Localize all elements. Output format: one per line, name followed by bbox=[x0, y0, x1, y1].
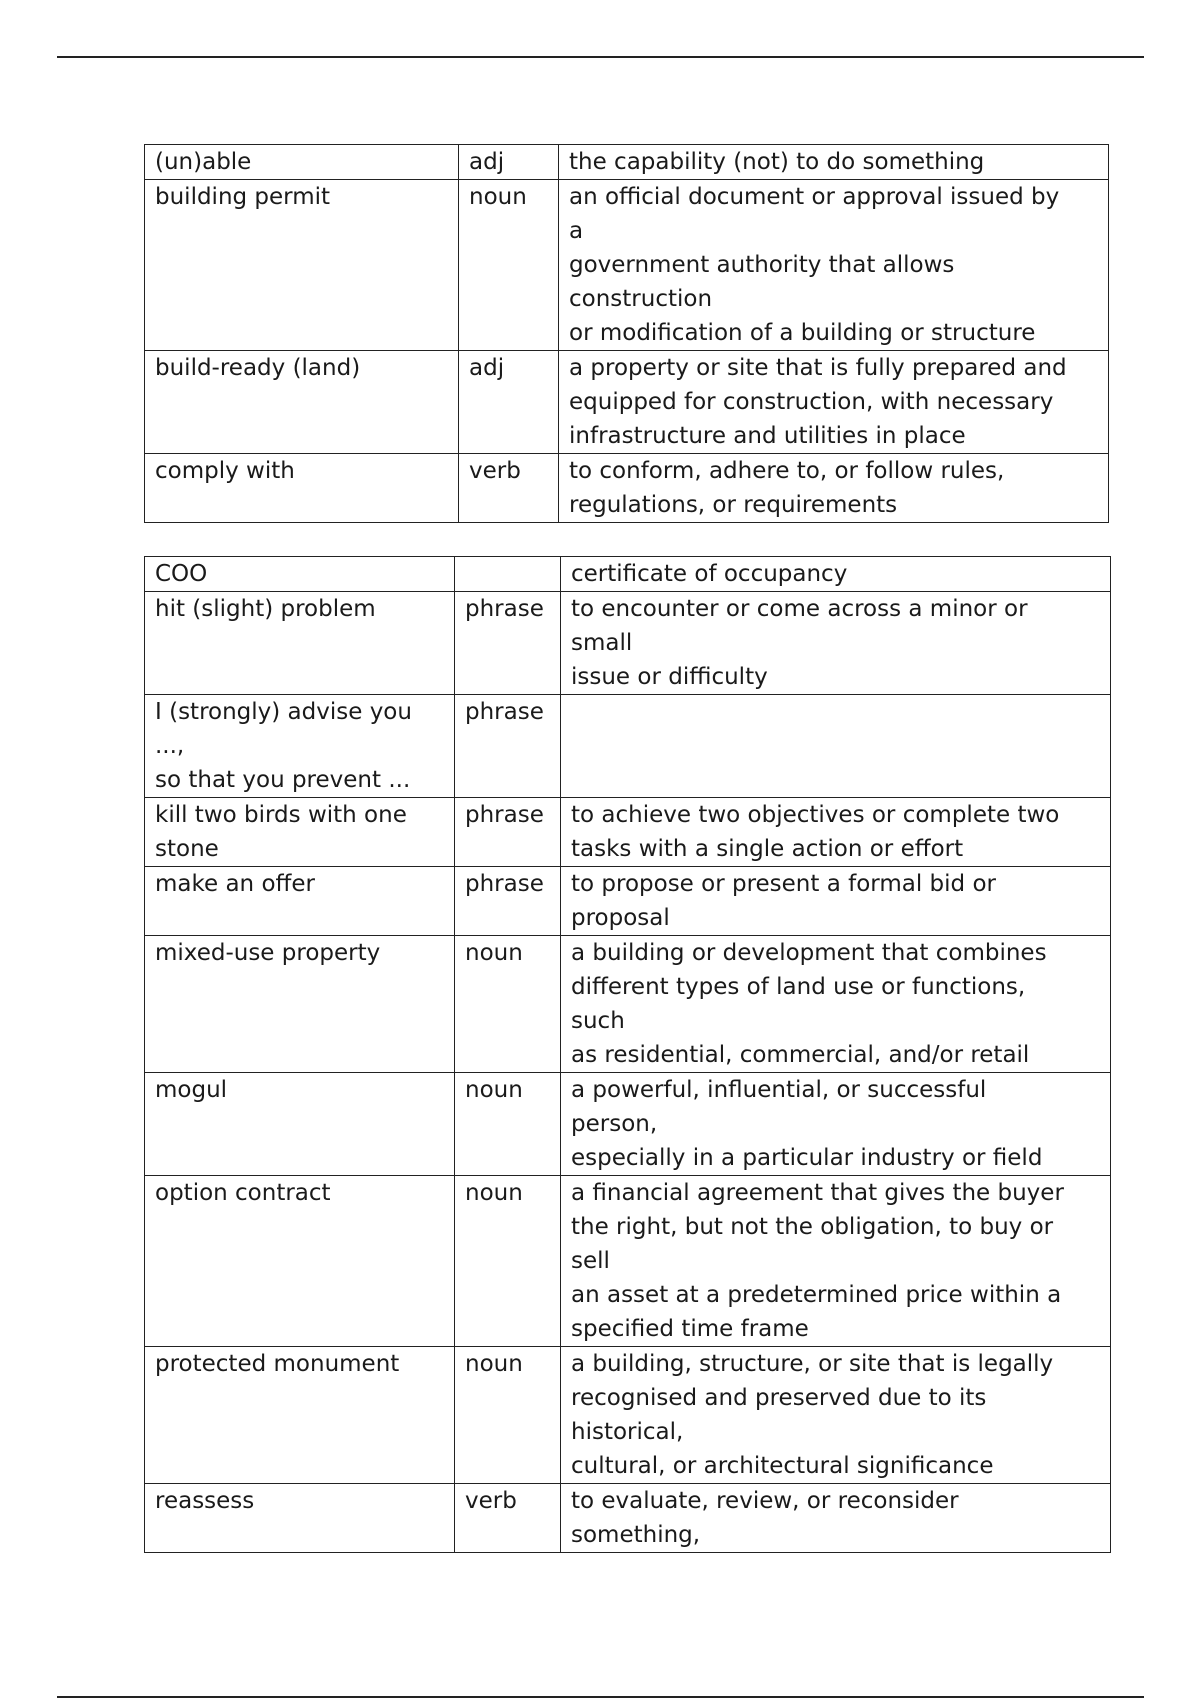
table-row bbox=[145, 1484, 1111, 1553]
definition-line: proposal bbox=[571, 905, 670, 931]
part-of-speech-cell: noun bbox=[455, 1176, 561, 1347]
table-row bbox=[145, 145, 1109, 180]
definition-line: to propose or present a formal bid or bbox=[571, 871, 996, 897]
definition-cell bbox=[559, 180, 1109, 351]
definition-line: a building, structure, or site that is legally bbox=[571, 1351, 1054, 1377]
table-row bbox=[145, 1176, 1111, 1347]
part-of-speech-cell: adj bbox=[459, 351, 559, 454]
definition-line: an official document or approval issued by bbox=[569, 184, 1060, 210]
definition-cell bbox=[561, 1484, 1111, 1553]
definition-line: tasks with a single action or effort bbox=[571, 836, 964, 862]
term-line: reassess bbox=[155, 1488, 255, 1514]
term-line: mixed-use property bbox=[155, 940, 381, 966]
term-cell bbox=[145, 798, 455, 867]
part-of-speech-cell: noun bbox=[459, 180, 559, 351]
term-line: stone bbox=[155, 836, 219, 862]
term-cell bbox=[145, 1073, 455, 1176]
definition-line: to evaluate, review, or reconsider bbox=[571, 1488, 959, 1514]
definition-line: a financial agreement that gives the buyer bbox=[571, 1180, 1064, 1206]
table-row bbox=[145, 351, 1109, 454]
term-cell: comply with bbox=[145, 454, 459, 523]
definition-line: sell bbox=[571, 1248, 610, 1274]
part-of-speech-cell: verb bbox=[459, 454, 559, 523]
table-row bbox=[145, 1073, 1111, 1176]
term-line: so that you prevent ... bbox=[155, 767, 411, 793]
part-of-speech-cell: phrase bbox=[455, 592, 561, 695]
part-of-speech-cell: phrase bbox=[455, 695, 561, 798]
definition-cell bbox=[561, 695, 1111, 798]
definition-line: such bbox=[571, 1008, 625, 1034]
definition-line: issue or difficulty bbox=[571, 664, 768, 690]
header-rule bbox=[57, 56, 1144, 58]
term-line: I (strongly) advise you bbox=[155, 699, 412, 725]
definition-line: to encounter or come across a minor or bbox=[571, 596, 1028, 622]
part-of-speech-cell: noun bbox=[455, 936, 561, 1073]
term-line: COO bbox=[155, 561, 208, 587]
term-cell: build-ready (land) bbox=[145, 351, 459, 454]
term-line: ..., bbox=[155, 733, 185, 759]
definition-line: regulations, or requirements bbox=[569, 492, 898, 518]
definition-line: historical, bbox=[571, 1419, 684, 1445]
term-cell bbox=[145, 1347, 455, 1484]
definition-line: the capability (not) to do something bbox=[569, 149, 985, 175]
definition-cell bbox=[559, 351, 1109, 454]
definition-line: a powerful, influential, or successful bbox=[571, 1077, 987, 1103]
part-of-speech-cell: adj bbox=[459, 145, 559, 180]
definition-line: a building or development that combines bbox=[571, 940, 1047, 966]
term-line: make an offer bbox=[155, 871, 315, 897]
definition-cell bbox=[561, 557, 1111, 592]
definition-line: to conform, adhere to, or follow rules, bbox=[569, 458, 1005, 484]
term-line: protected monument bbox=[155, 1351, 400, 1377]
definition-line: to achieve two objectives or complete two bbox=[571, 802, 1060, 828]
table-row bbox=[145, 1347, 1111, 1484]
term-cell: building permit bbox=[145, 180, 459, 351]
definition-line: cultural, or architectural significance bbox=[571, 1453, 994, 1479]
vocabulary-table-1 bbox=[144, 144, 1109, 523]
definition-line: small bbox=[571, 630, 633, 656]
term-cell bbox=[145, 695, 455, 798]
definition-line: different types of land use or functions, bbox=[571, 974, 1026, 1000]
definition-line: an asset at a predetermined price within a bbox=[571, 1282, 1062, 1308]
definition-line: the right, but not the obligation, to buy or bbox=[571, 1214, 1054, 1240]
definition-cell bbox=[559, 145, 1109, 180]
definition-line: construction bbox=[569, 286, 713, 312]
definition-cell bbox=[559, 454, 1109, 523]
term-cell bbox=[145, 936, 455, 1073]
table-row bbox=[145, 695, 1111, 798]
table-row bbox=[145, 557, 1111, 592]
definition-line: specified time frame bbox=[571, 1316, 809, 1342]
definition-line: a property or site that is fully prepared and bbox=[569, 355, 1067, 381]
definition-line: or modification of a building or structure bbox=[569, 320, 1036, 346]
definition-cell bbox=[561, 1073, 1111, 1176]
term-line: hit (slight) problem bbox=[155, 596, 376, 622]
definition-line: especially in a particular industry or field bbox=[571, 1145, 1043, 1171]
definition-line: recognised and preserved due to its bbox=[571, 1385, 987, 1411]
table-row bbox=[145, 454, 1109, 523]
definition-cell bbox=[561, 936, 1111, 1073]
table-row bbox=[145, 592, 1111, 695]
definition-line: something, bbox=[571, 1522, 701, 1548]
part-of-speech-cell: noun bbox=[455, 1347, 561, 1484]
definition-cell bbox=[561, 1347, 1111, 1484]
part-of-speech-cell: phrase bbox=[455, 867, 561, 936]
part-of-speech-cell: noun bbox=[455, 1073, 561, 1176]
term-line: kill two birds with one bbox=[155, 802, 407, 828]
definition-line: government authority that allows bbox=[569, 252, 955, 278]
definition-line: equipped for construction, with necessary bbox=[569, 389, 1054, 415]
vocabulary-table-2 bbox=[144, 556, 1111, 1553]
part-of-speech-cell: verb bbox=[455, 1484, 561, 1553]
definition-line: infrastructure and utilities in place bbox=[569, 423, 966, 449]
term-cell bbox=[145, 557, 455, 592]
definition-line: certificate of occupancy bbox=[571, 561, 848, 587]
term-cell bbox=[145, 592, 455, 695]
table-row bbox=[145, 936, 1111, 1073]
part-of-speech-cell: phrase bbox=[455, 798, 561, 867]
term-line: option contract bbox=[155, 1180, 331, 1206]
term-cell bbox=[145, 1484, 455, 1553]
term-cell bbox=[145, 1176, 455, 1347]
footer-rule bbox=[57, 1696, 1144, 1698]
term-cell: (un)able bbox=[145, 145, 459, 180]
definition-line: person, bbox=[571, 1111, 658, 1137]
definition-cell bbox=[561, 1176, 1111, 1347]
term-cell bbox=[145, 867, 455, 936]
part-of-speech-cell bbox=[455, 557, 561, 592]
table-row bbox=[145, 867, 1111, 936]
term-line: mogul bbox=[155, 1077, 228, 1103]
table-row bbox=[145, 798, 1111, 867]
definition-cell bbox=[561, 798, 1111, 867]
definition-line: a bbox=[569, 218, 584, 244]
definition-cell bbox=[561, 867, 1111, 936]
definition-cell bbox=[561, 592, 1111, 695]
table-row bbox=[145, 180, 1109, 351]
definition-line: as residential, commercial, and/or retail bbox=[571, 1042, 1030, 1068]
